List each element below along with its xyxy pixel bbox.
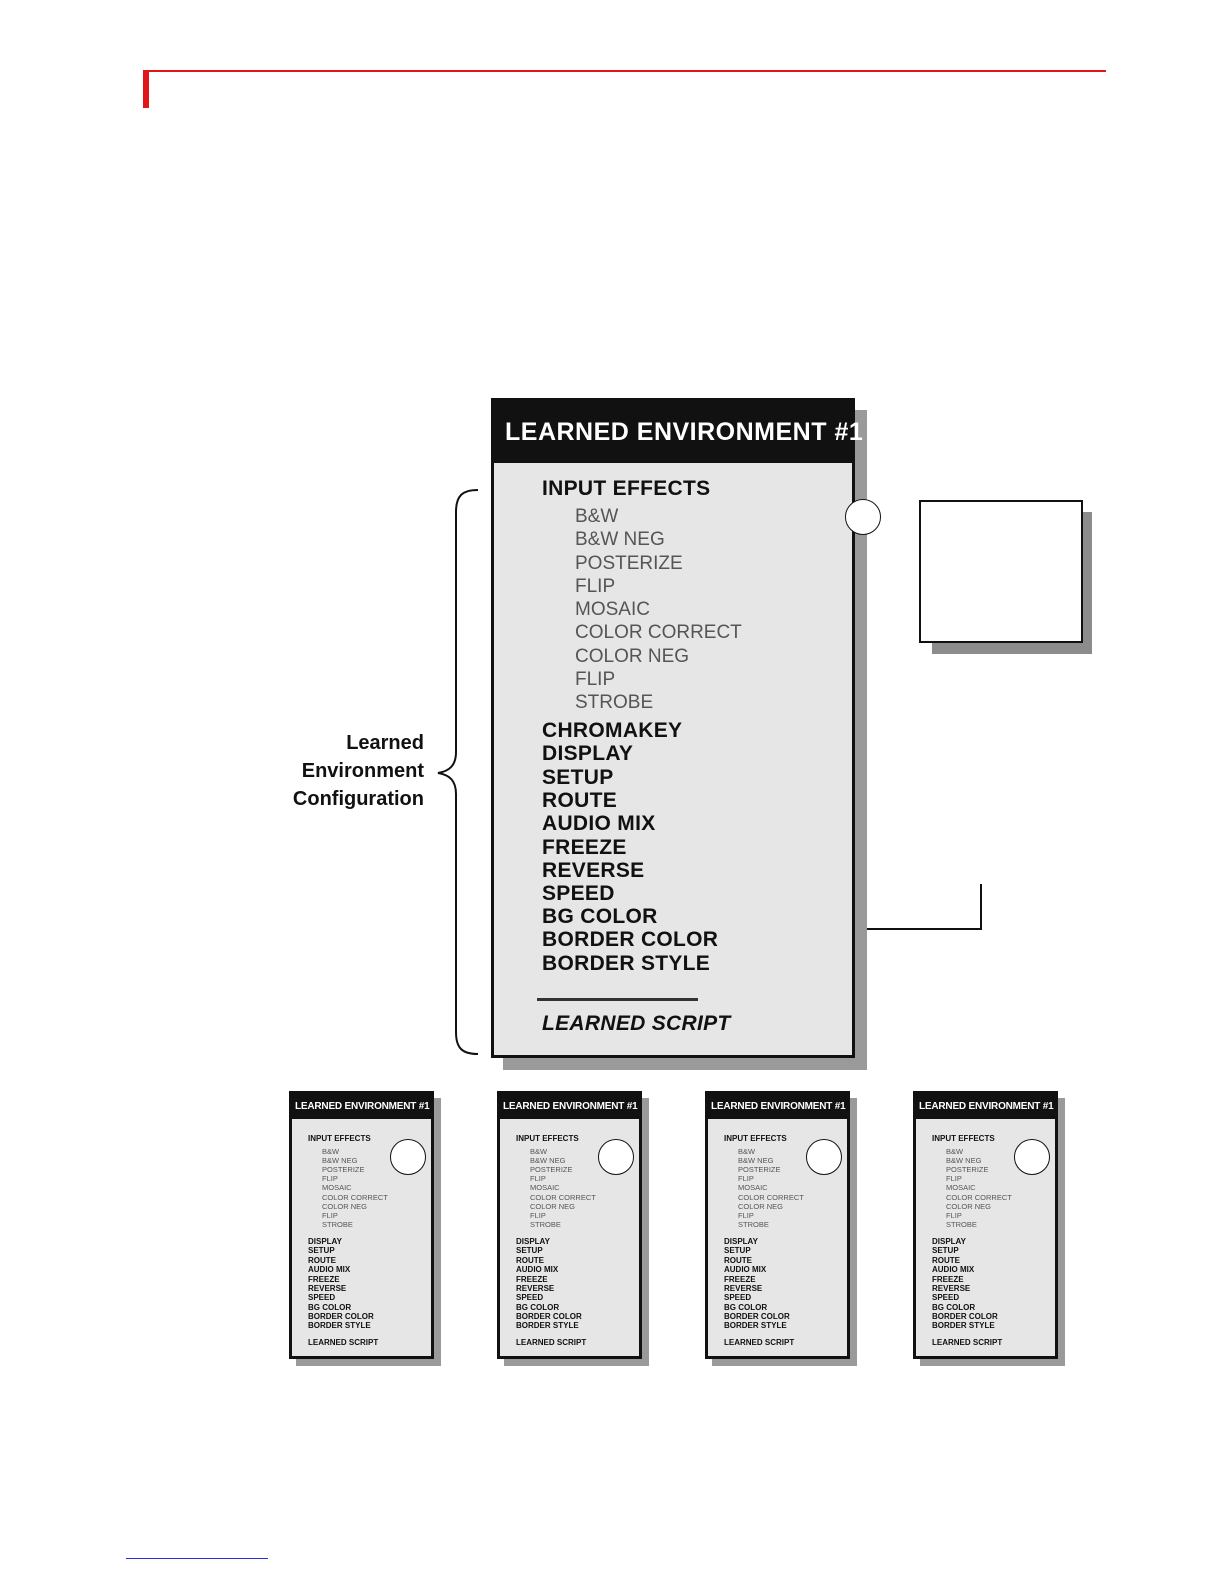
bracket-label-line-3: Configuration (292, 788, 424, 810)
mini-input-effect: STROBE (738, 1220, 769, 1229)
mini-learned-script-label: LEARNED SCRIPT (516, 1338, 587, 1347)
mini-marker-circle (598, 1139, 634, 1175)
mini-input-effects-heading: INPUT EFFECTS (724, 1134, 787, 1143)
mini-item: SPEED (932, 1293, 960, 1302)
mini-input-effect: B&W (322, 1147, 340, 1156)
mini-panel-4 (913, 1091, 1058, 1359)
mini-input-effect: FLIP (530, 1174, 546, 1183)
mini-item: REVERSE (724, 1284, 763, 1293)
mini-input-effect: COLOR CORRECT (946, 1193, 1012, 1202)
item-display: DISPLAY (542, 742, 634, 765)
input-effects-heading: INPUT EFFECTS (542, 477, 711, 500)
mini-panel-title: LEARNED ENVIRONMENT #1 (708, 1094, 849, 1119)
mini-item: BG COLOR (516, 1303, 560, 1312)
mini-panel-2 (497, 1091, 642, 1359)
mini-item: SPEED (724, 1293, 752, 1302)
mini-input-effect: STROBE (322, 1220, 353, 1229)
mini-item: BG COLOR (308, 1303, 352, 1312)
item-audio-mix: AUDIO MIX (542, 812, 656, 835)
mini-marker-circle (1014, 1139, 1050, 1175)
mini-input-effect: POSTERIZE (530, 1165, 573, 1174)
mini-item: SETUP (308, 1246, 335, 1255)
mini-input-effect: B&W NEG (738, 1156, 774, 1165)
mini-item: FREEZE (308, 1275, 340, 1284)
mini-item: BORDER COLOR (308, 1312, 374, 1321)
item-reverse: REVERSE (542, 859, 645, 882)
mini-item: SPEED (308, 1293, 336, 1302)
mini-panel-title: LEARNED ENVIRONMENT #1 (292, 1094, 433, 1119)
mini-learned-script-label: LEARNED SCRIPT (932, 1338, 1003, 1347)
mini-input-effect: MOSAIC (738, 1183, 768, 1192)
mini-input-effect: B&W (738, 1147, 756, 1156)
mini-item: SPEED (516, 1293, 544, 1302)
input-effect-flip-2: FLIP (575, 669, 616, 690)
callout-box (919, 500, 1083, 643)
mini-item: BORDER COLOR (932, 1312, 998, 1321)
mini-item: AUDIO MIX (724, 1265, 767, 1274)
mini-input-effect: POSTERIZE (946, 1165, 989, 1174)
mini-input-effect: STROBE (530, 1220, 561, 1229)
input-effect-color-correct: COLOR CORRECT (575, 622, 742, 643)
item-speed: SPEED (542, 882, 615, 905)
mini-panel-title: LEARNED ENVIRONMENT #1 (916, 1094, 1057, 1119)
mini-learned-script-label: LEARNED SCRIPT (308, 1338, 379, 1347)
mini-input-effect: FLIP (322, 1211, 338, 1220)
mini-input-effect: STROBE (946, 1220, 977, 1229)
mini-item: ROUTE (516, 1256, 544, 1265)
mini-item: AUDIO MIX (308, 1265, 351, 1274)
script-divider (537, 998, 698, 1001)
mini-item: BG COLOR (724, 1303, 768, 1312)
mini-input-effect: FLIP (738, 1211, 754, 1220)
mini-item: REVERSE (308, 1284, 347, 1293)
main-marker-circle (845, 499, 881, 535)
mini-input-effect: FLIP (738, 1174, 754, 1183)
item-route: ROUTE (542, 789, 617, 812)
mini-input-effect: COLOR NEG (322, 1202, 368, 1211)
configuration-bracket (438, 490, 478, 1054)
item-chromakey: CHROMAKEY (542, 719, 683, 742)
mini-item: AUDIO MIX (516, 1265, 559, 1274)
learned-script-label: LEARNED SCRIPT (542, 1012, 731, 1035)
mini-item: DISPLAY (516, 1237, 550, 1246)
item-freeze: FREEZE (542, 836, 627, 859)
item-bg-color: BG COLOR (542, 905, 658, 928)
input-effect-strobe: STROBE (575, 692, 654, 713)
input-effect-posterize: POSTERIZE (575, 553, 683, 574)
mini-item: DISPLAY (932, 1237, 966, 1246)
mini-input-effects-heading: INPUT EFFECTS (516, 1134, 579, 1143)
input-effect-bw: B&W (575, 506, 619, 527)
mini-input-effect: MOSAIC (530, 1183, 560, 1192)
mini-item: REVERSE (516, 1284, 555, 1293)
mini-item: BORDER STYLE (308, 1321, 371, 1330)
mini-input-effect: COLOR NEG (738, 1202, 784, 1211)
item-border-color: BORDER COLOR (542, 928, 719, 951)
mini-item: FREEZE (516, 1275, 548, 1284)
mini-panel-3 (705, 1091, 850, 1359)
main-environment-panel (491, 398, 864, 1058)
mini-input-effect: FLIP (946, 1174, 962, 1183)
mini-item: FREEZE (932, 1275, 964, 1284)
mini-input-effect: COLOR NEG (530, 1202, 576, 1211)
mini-item: BORDER COLOR (516, 1312, 582, 1321)
bracket-label-line-2: Environment (301, 760, 424, 782)
mini-item: SETUP (932, 1246, 959, 1255)
mini-item: ROUTE (724, 1256, 752, 1265)
mini-item: BORDER STYLE (516, 1321, 579, 1330)
mini-input-effect: MOSAIC (322, 1183, 352, 1192)
mini-input-effect: COLOR CORRECT (322, 1193, 388, 1202)
mini-item: BORDER COLOR (724, 1312, 790, 1321)
mini-input-effect: POSTERIZE (738, 1165, 781, 1174)
mini-input-effect: B&W NEG (946, 1156, 982, 1165)
mini-panel-title: LEARNED ENVIRONMENT #1 (500, 1094, 641, 1119)
mini-input-effect: FLIP (322, 1174, 338, 1183)
input-effect-mosaic: MOSAIC (575, 599, 650, 620)
mini-item: AUDIO MIX (932, 1265, 975, 1274)
mini-input-effect: COLOR NEG (946, 1202, 992, 1211)
mini-item: FREEZE (724, 1275, 756, 1284)
input-effect-bw-neg: B&W NEG (575, 529, 665, 550)
mini-input-effect: POSTERIZE (322, 1165, 365, 1174)
mini-input-effect: COLOR CORRECT (530, 1193, 596, 1202)
mini-learned-script-label: LEARNED SCRIPT (724, 1338, 795, 1347)
mini-item: SETUP (516, 1246, 543, 1255)
mini-input-effect: FLIP (530, 1211, 546, 1220)
mini-item: ROUTE (308, 1256, 336, 1265)
mini-input-effect: MOSAIC (946, 1183, 976, 1192)
footer-link-rule (126, 1558, 268, 1559)
main-panel-title: LEARNED ENVIRONMENT #1 (494, 401, 852, 463)
mini-marker-circle (806, 1139, 842, 1175)
mini-item: REVERSE (932, 1284, 971, 1293)
mini-input-effect: B&W (530, 1147, 548, 1156)
bracket-label-line-1: Learned (346, 732, 424, 754)
mini-item: BG COLOR (932, 1303, 976, 1312)
mini-input-effect: COLOR CORRECT (738, 1193, 804, 1202)
mini-item: BORDER STYLE (932, 1321, 995, 1330)
mini-item: ROUTE (932, 1256, 960, 1265)
input-effect-color-neg: COLOR NEG (575, 646, 690, 667)
mini-input-effects-heading: INPUT EFFECTS (308, 1134, 371, 1143)
input-effect-flip: FLIP (575, 576, 616, 597)
mini-input-effect: FLIP (946, 1211, 962, 1220)
item-border-style: BORDER STYLE (542, 952, 711, 975)
item-setup: SETUP (542, 766, 614, 789)
mini-item: BORDER STYLE (724, 1321, 787, 1330)
mini-input-effect: B&W NEG (530, 1156, 566, 1165)
mini-marker-circle (390, 1139, 426, 1175)
mini-item: DISPLAY (724, 1237, 758, 1246)
mini-panel-1 (289, 1091, 434, 1359)
mini-input-effects-heading: INPUT EFFECTS (932, 1134, 995, 1143)
mini-input-effect: B&W NEG (322, 1156, 358, 1165)
mini-item: DISPLAY (308, 1237, 342, 1246)
mini-input-effect: B&W (946, 1147, 964, 1156)
mini-item: SETUP (724, 1246, 751, 1255)
